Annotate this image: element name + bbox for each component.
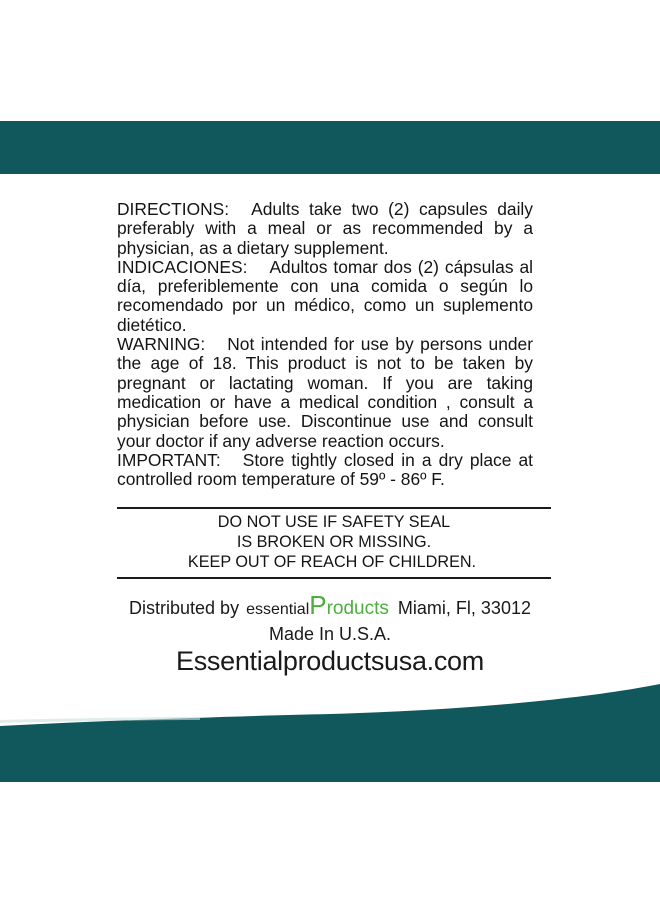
- important-paragraph: [117, 451, 533, 490]
- divider-top: [117, 507, 551, 509]
- brand-logo-essential: essential: [246, 601, 310, 618]
- distribution-line: [0, 590, 660, 620]
- divider-bottom: [117, 577, 551, 579]
- important-text: Store tightly closed in a dry place at controlled room temperature of 59º - 86º F.: [117, 449, 533, 490]
- safety-line-1: DO NOT USE IF SAFETY SEAL: [217, 513, 451, 531]
- label-body: [117, 200, 533, 489]
- important-heading: IMPORTANT:: [117, 449, 221, 470]
- warning-paragraph: [117, 335, 533, 451]
- safety-line-3: KEEP OUT OF REACH OF CHILDREN.: [187, 553, 477, 571]
- directions-heading: DIRECTIONS:: [117, 199, 230, 219]
- warning-text: Not intended for use by persons under the age of 18. This product is not to be taken by pregnant or lactating woman. If you are taking medication or have a medical condition , consult a physician before use. Discontinue use and consult your doctor if any adverse reaction occurs.: [117, 334, 533, 451]
- directions-paragraph: [117, 200, 533, 258]
- indicaciones-heading: INDICACIONES:: [117, 256, 248, 277]
- indicaciones-text: Adultos tomar dos (2) cápsulas al día, preferiblemente con una comida o según lo recomendado por un médico, como un suplemento dietético.: [117, 256, 533, 335]
- made-in-text: Made In U.S.A.: [268, 624, 392, 644]
- brand-logo-products: roducts: [326, 598, 389, 619]
- top-teal-band: [0, 121, 660, 174]
- distributor-location: Miami, Fl, 33012: [397, 598, 531, 618]
- indicaciones-paragraph: [117, 258, 533, 335]
- safety-notice: [117, 512, 551, 572]
- directions-text: Adults take two (2) capsules daily preferably with a meal or as recommended by a physician, as a dietary supplement.: [117, 199, 533, 258]
- warning-heading: WARNING:: [117, 334, 206, 355]
- distributed-by-text: Distributed by: [129, 598, 240, 618]
- bottom-teal-wave: [0, 684, 660, 782]
- brand-logo-p: P: [309, 590, 327, 620]
- website-url: Essentialproductsusa.com: [176, 646, 484, 676]
- safety-line-2: IS BROKEN OR MISSING.: [236, 533, 432, 551]
